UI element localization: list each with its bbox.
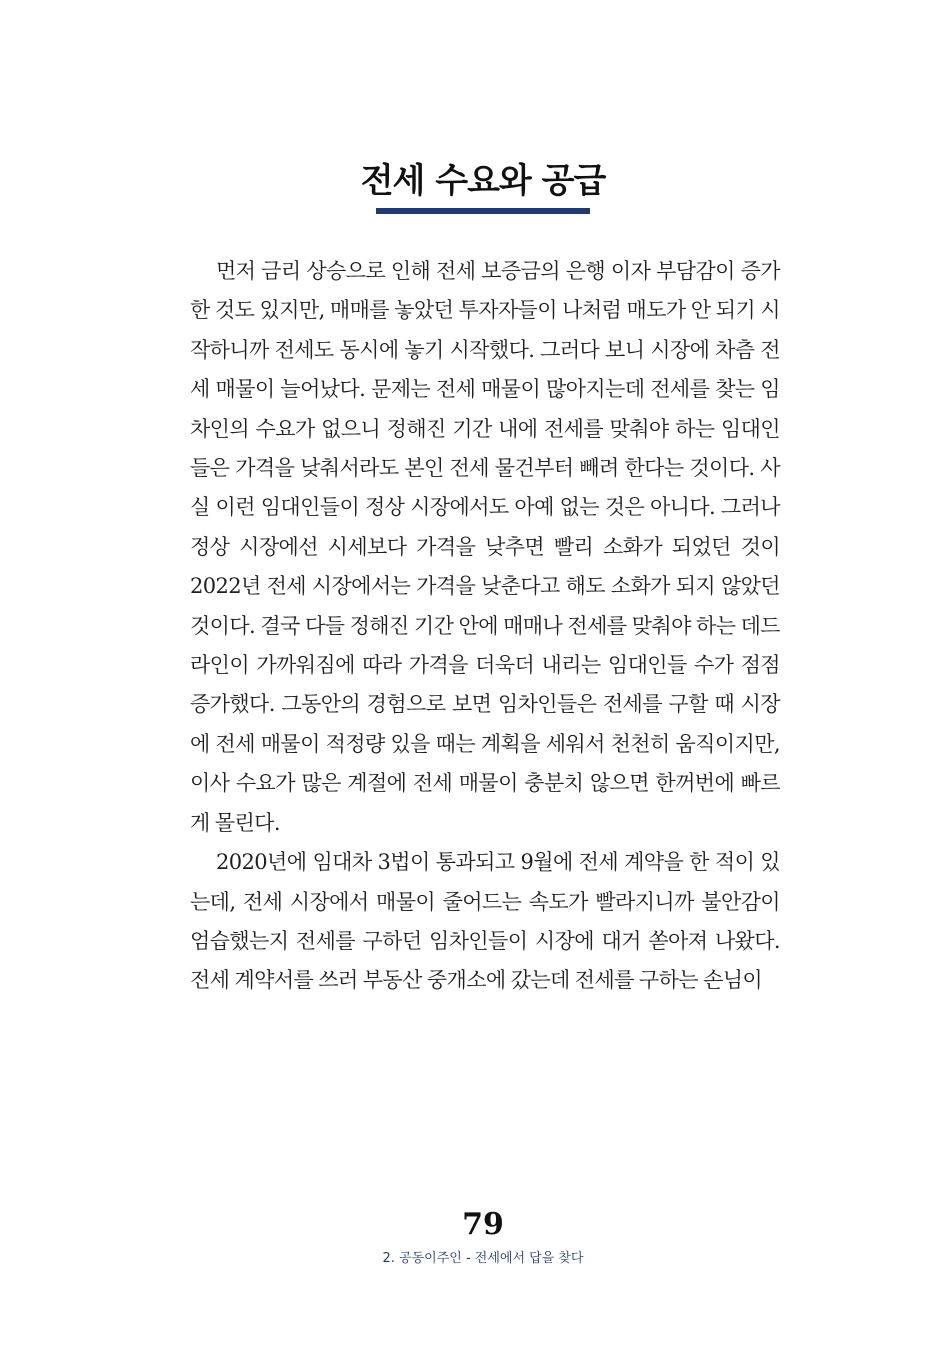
section-title: 전세 수요와 공급 bbox=[360, 161, 606, 201]
chapter-label: 2. 공동이주인 - 전세에서 답을 찾다 bbox=[382, 1251, 584, 1266]
page-number: 79 bbox=[462, 1207, 504, 1242]
paragraph-2: 2020년에 임대차 3법이 통과되고 9월에 전세 계약을 한 적이 있는데, 전세 시장에서 매물이 줄어드는 속도가 빨라지니까 불안감이 엄습했는지 전세를 구하던 임차인들이 시장에 대거 쏟아져 나왔다. 전세 계약서를 쓰러 부동산 중개소에 갔는데 전세를 구하는 손님이 bbox=[190, 850, 780, 993]
body-text bbox=[190, 252, 780, 1001]
paragraph-1: 먼저 금리 상승으로 인해 전세 보증금의 은행 이자 부담감이 증가한 것도 있지만, 매매를 놓았던 투자자들이 나처럼 매도가 안 되기 시작하니까 전세도 동시에 놓기 시작했다. 그러다 보니 시장에 차츰 전세 매물이 늘어났다. 문제는 전세 매물이 많아지는데 전세를 찾는 임차인의 수요가 없으니 정해진 기간 내에 전세를 맞춰야 하는 임대인들은 가격을 낮춰서라도 본인 전세 물건부터 빼려 한다는 것이다. 사실 이런 임대인들이 정상 시장에서도 아예 없는 것은 아니다. 그러나 정상 시장에선 시세보다 가격을 낮추면 빨리 소화가 되었던 것이 2022년 전세 시장에서는 가격을 낮춘다고 해도 소화가 되지 않았던 것이다. 결국 다들 정해진 기간 안에 매매나 전세를 맞춰야 하는 데드라인이 가까워짐에 따라 가격을 더욱더 내리는 임대인들 수가 점점 증가했다. 그동안의 경험으로 보면 임차인들은 전세를 구할 때 시장에 전세 매물이 적정량 있을 때는 계획을 세워서 천천히 움직이지만, 이사 수요가 많은 계절에 전세 매물이 충분치 않으면 한꺼번에 빠르게 몰린다. bbox=[190, 259, 780, 835]
title-underline bbox=[376, 208, 590, 214]
